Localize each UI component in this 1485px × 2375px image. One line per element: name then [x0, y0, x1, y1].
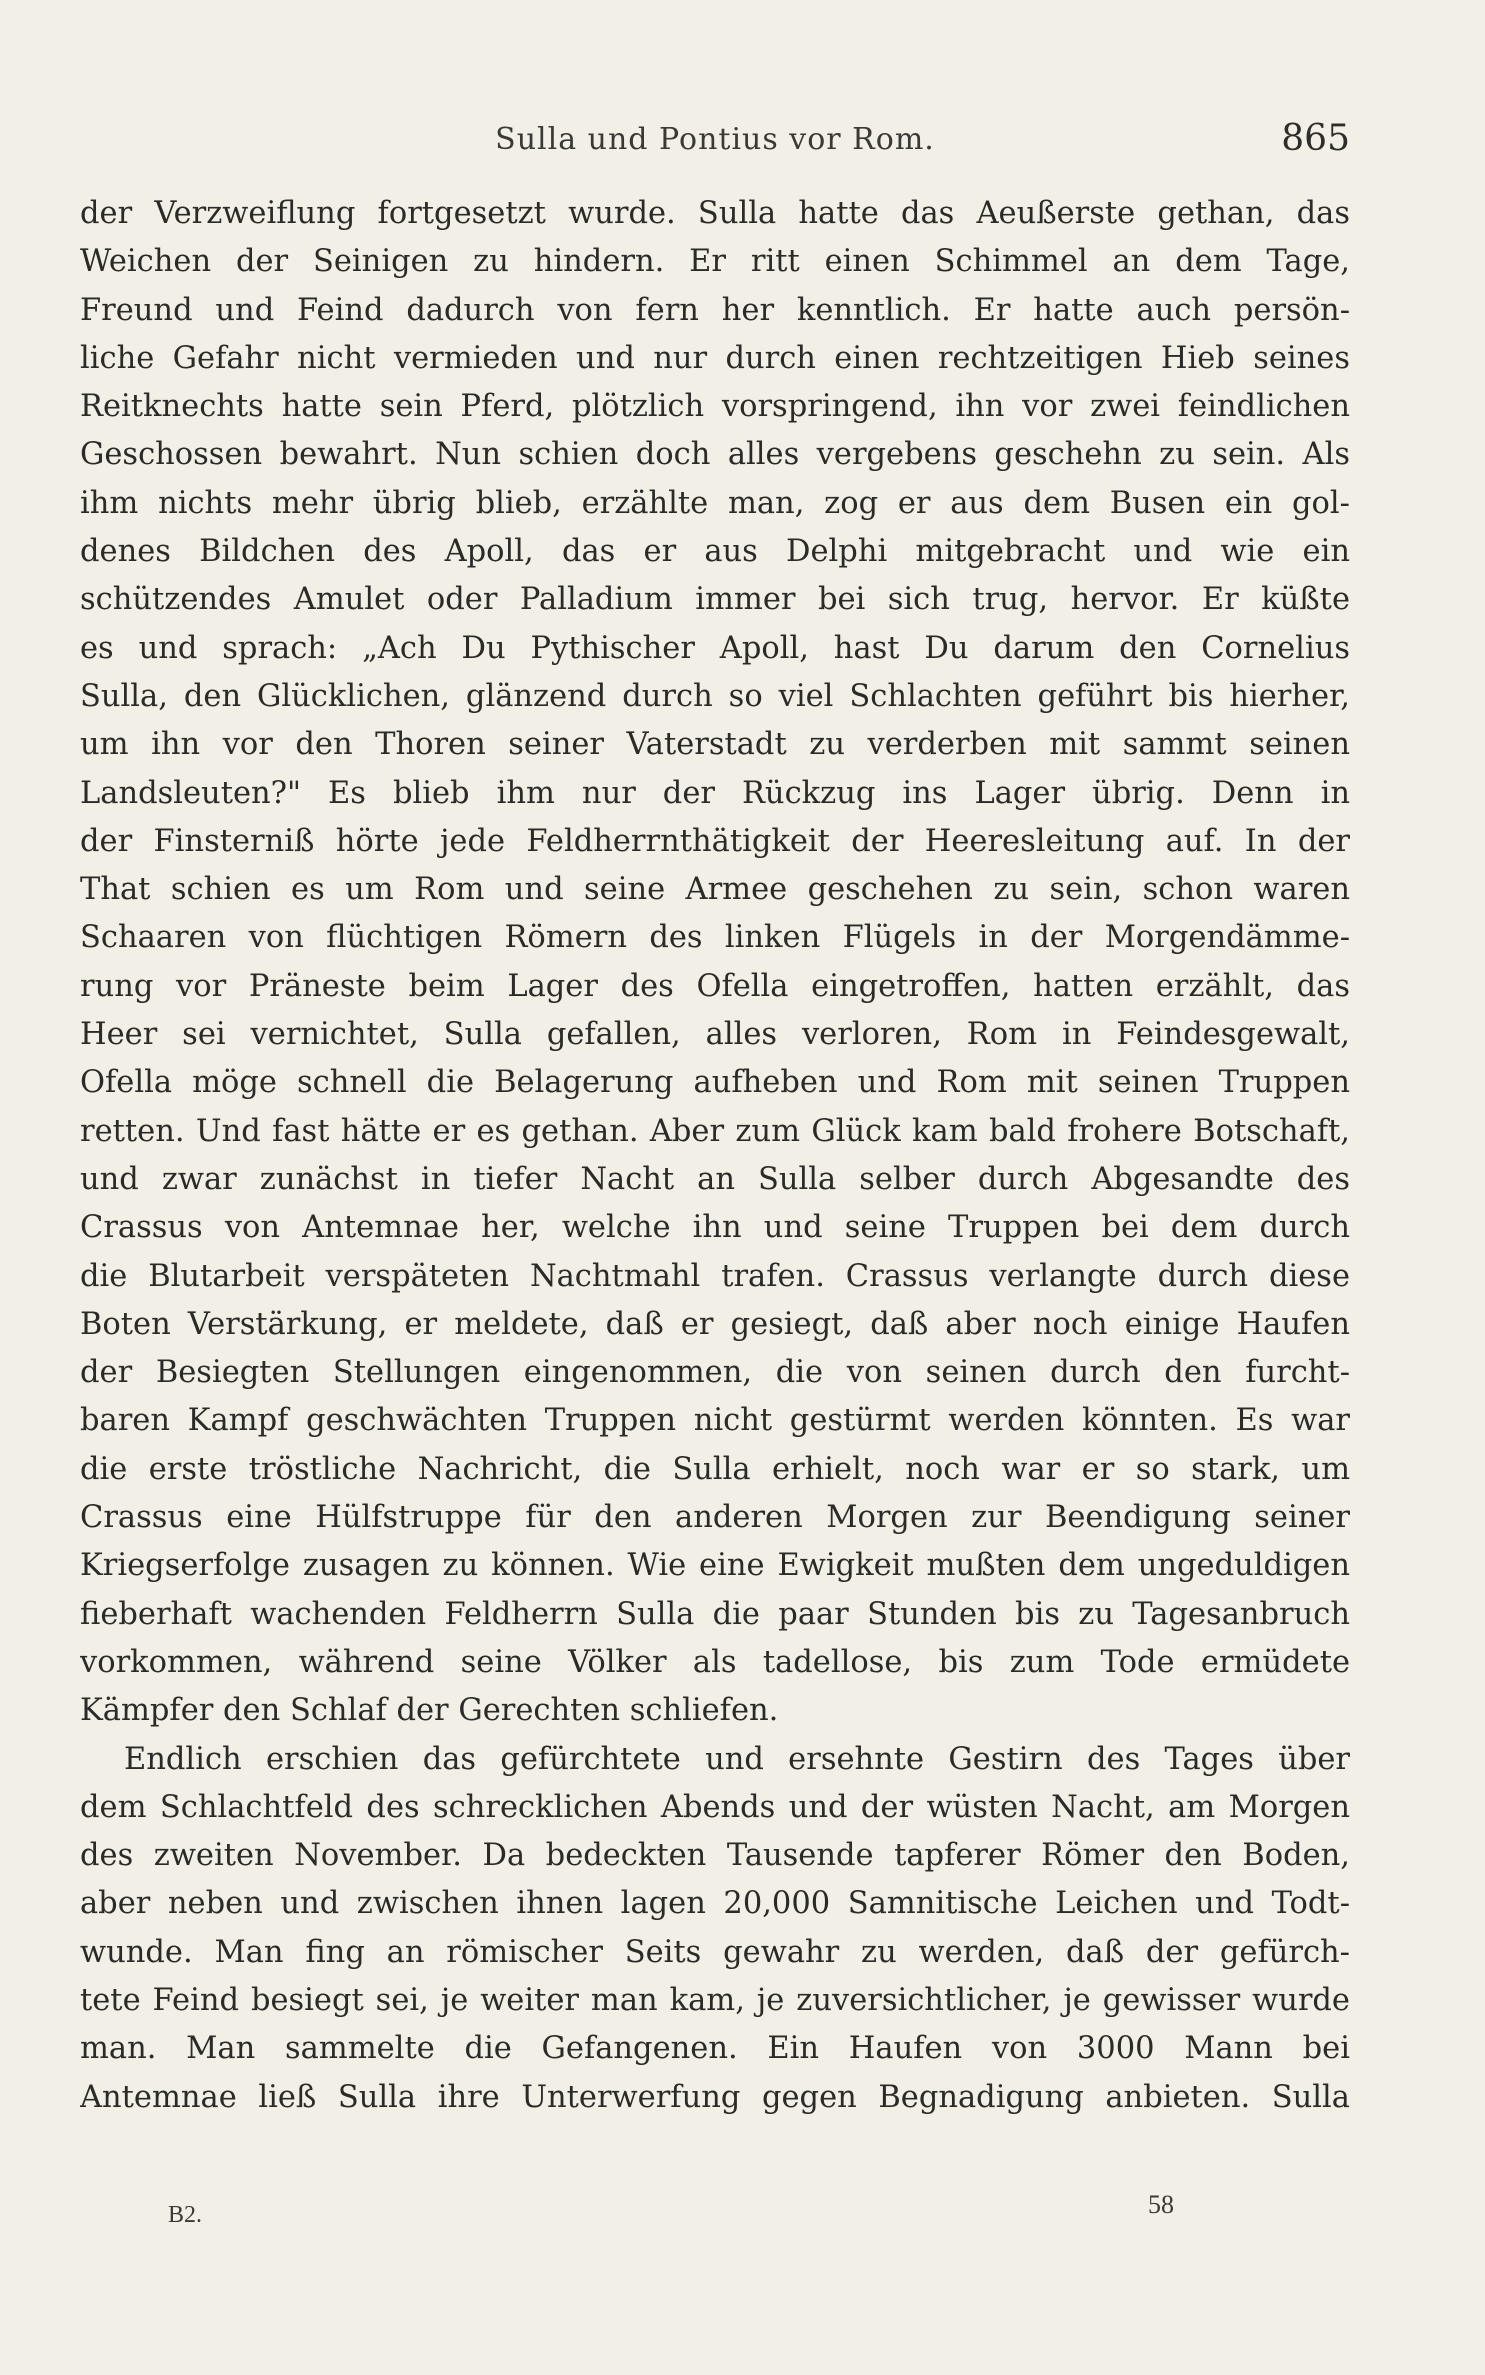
- text-line: Reitknechts hatte sein Pferd, plötzlich vorspringend, ihn vor zwei feindlichen: [80, 389, 1350, 425]
- page-footer: [80, 2190, 1350, 2240]
- sheet-number: 58: [1148, 2190, 1174, 2219]
- text-line: retten. Und fast hätte er es gethan. Aber zum Glück kam bald frohere Botschaft,: [80, 1113, 1350, 1149]
- text-line: ihm nichts mehr übrig blieb, erzählte man, zog er aus dem Busen ein gol-: [80, 485, 1350, 521]
- text-line: baren Kampf geschwächten Truppen nicht gestürmt werden könnten. Es war: [80, 1403, 1350, 1439]
- text-line: Antemnae ließ Sulla ihre Unterwerfung gegen Begnadigung anbieten. Sulla: [80, 2079, 1350, 2115]
- page-header: [80, 118, 1350, 174]
- text-line: Sulla, den Glücklichen, glänzend durch so viel Schlachten geführt bis hierher,: [80, 678, 1350, 714]
- text-line: Heer sei vernichtet, Sulla gefallen, alles verloren, Rom in Feindesgewalt,: [80, 1017, 1350, 1053]
- text-line: Crassus eine Hülfstruppe für den anderen Morgen zur Beendigung seiner: [80, 1500, 1350, 1536]
- text-line: Kämpfer den Schlaf der Gerechten schliefen.: [80, 1693, 779, 1729]
- text-line: Weichen der Seinigen zu hindern. Er ritt einen Schimmel an dem Tage,: [80, 244, 1350, 280]
- text-line: Boten Verstärkung, er meldete, daß er gesiegt, daß aber noch einige Haufen: [80, 1306, 1350, 1342]
- text-line: liche Gefahr nicht vermieden und nur durch einen rechtzeitigen Hieb seines: [80, 340, 1350, 376]
- text-line: schützendes Amulet oder Palladium immer bei sich trug, hervor. Er küßte: [80, 582, 1350, 618]
- text-line: aber neben und zwischen ihnen lagen 20,000 Samnitische Leichen und Todt-: [80, 1886, 1350, 1922]
- text-line: vorkommen, während seine Völker als tadellose, bis zum Tode ermüdete: [80, 1644, 1350, 1680]
- body-text: [80, 190, 1350, 2122]
- text-line: Freund und Feind dadurch von fern her kenntlich. Er hatte auch persön-: [80, 292, 1350, 328]
- text-line: Kriegserfolge zusagen zu können. Wie eine Ewigkeit mußten dem ungeduldigen: [80, 1548, 1350, 1584]
- text-line: Endlich erschien das gefürchtete und ersehnte Gestirn des Tages über: [124, 1741, 1350, 1777]
- text-line: That schien es um Rom und seine Armee geschehen zu sein, schon waren: [80, 872, 1350, 908]
- text-line: man. Man sammelte die Gefangenen. Ein Haufen von 3000 Mann bei: [80, 2031, 1350, 2067]
- page-number: 865: [1281, 118, 1350, 159]
- text-line: um ihn vor den Thoren seiner Vaterstadt zu verderben mit sammt seinen: [80, 727, 1350, 763]
- text-line: es und sprach: „Ach Du Pythischer Apoll, hast Du darum den Cornelius: [80, 630, 1350, 666]
- text-line: die Blutarbeit verspäteten Nachtmahl trafen. Crassus verlangte durch diese: [80, 1258, 1350, 1294]
- text-line: denes Bildchen des Apoll, das er aus Delphi mitgebracht und wie ein: [80, 534, 1350, 570]
- text-line: des zweiten November. Da bedeckten Tausende tapferer Römer den Boden,: [80, 1838, 1350, 1874]
- text-line: und zwar zunächst in tiefer Nacht an Sulla selber durch Abgesandte des: [80, 1161, 1350, 1197]
- text-line: Crassus von Antemnae her, welche ihn und seine Truppen bei dem durch: [80, 1210, 1350, 1246]
- text-line: Landsleuten?" Es blieb ihm nur der Rückzug ins Lager übrig. Denn in: [80, 775, 1350, 811]
- text-line: wunde. Man fing an römischer Seits gewahr zu werden, daß der gefürch-: [80, 1934, 1350, 1970]
- text-line: dem Schlachtfeld des schrecklichen Abends und der wüsten Nacht, am Morgen: [80, 1789, 1350, 1825]
- running-head: Sulla und Pontius vor Rom.: [495, 122, 935, 157]
- printer-signature: B2.: [168, 2202, 203, 2228]
- paragraph: [80, 190, 1350, 1736]
- paragraph: [80, 1736, 1350, 2122]
- text-line: die erste tröstliche Nachricht, die Sulla erhielt, noch war er so stark, um: [80, 1451, 1350, 1487]
- text-line: Geschossen bewahrt. Nun schien doch alles vergebens geschehn zu sein. Als: [80, 437, 1350, 473]
- text-line: rung vor Präneste beim Lager des Ofella eingetroffen, hatten erzählt, das: [80, 968, 1350, 1004]
- text-line: der Verzweiflung fortgesetzt wurde. Sulla hatte das Aeußerste gethan, das: [80, 196, 1350, 231]
- text-line: fieberhaft wachenden Feldherrn Sulla die paar Stunden bis zu Tagesanbruch: [80, 1596, 1350, 1632]
- text-line: Schaaren von flüchtigen Römern des linken Flügels in der Morgendämme-: [80, 920, 1350, 956]
- text-line: der Besiegten Stellungen eingenommen, die von seinen durch den furcht-: [80, 1355, 1350, 1391]
- text-line: der Finsterniß hörte jede Feldherrnthätigkeit der Heeresleitung auf. In der: [80, 823, 1350, 859]
- text-line: Ofella möge schnell die Belagerung aufheben und Rom mit seinen Truppen: [80, 1065, 1350, 1101]
- text-line: tete Feind besiegt sei, je weiter man kam, je zuversichtlicher, je gewisser wurde: [80, 1982, 1350, 2018]
